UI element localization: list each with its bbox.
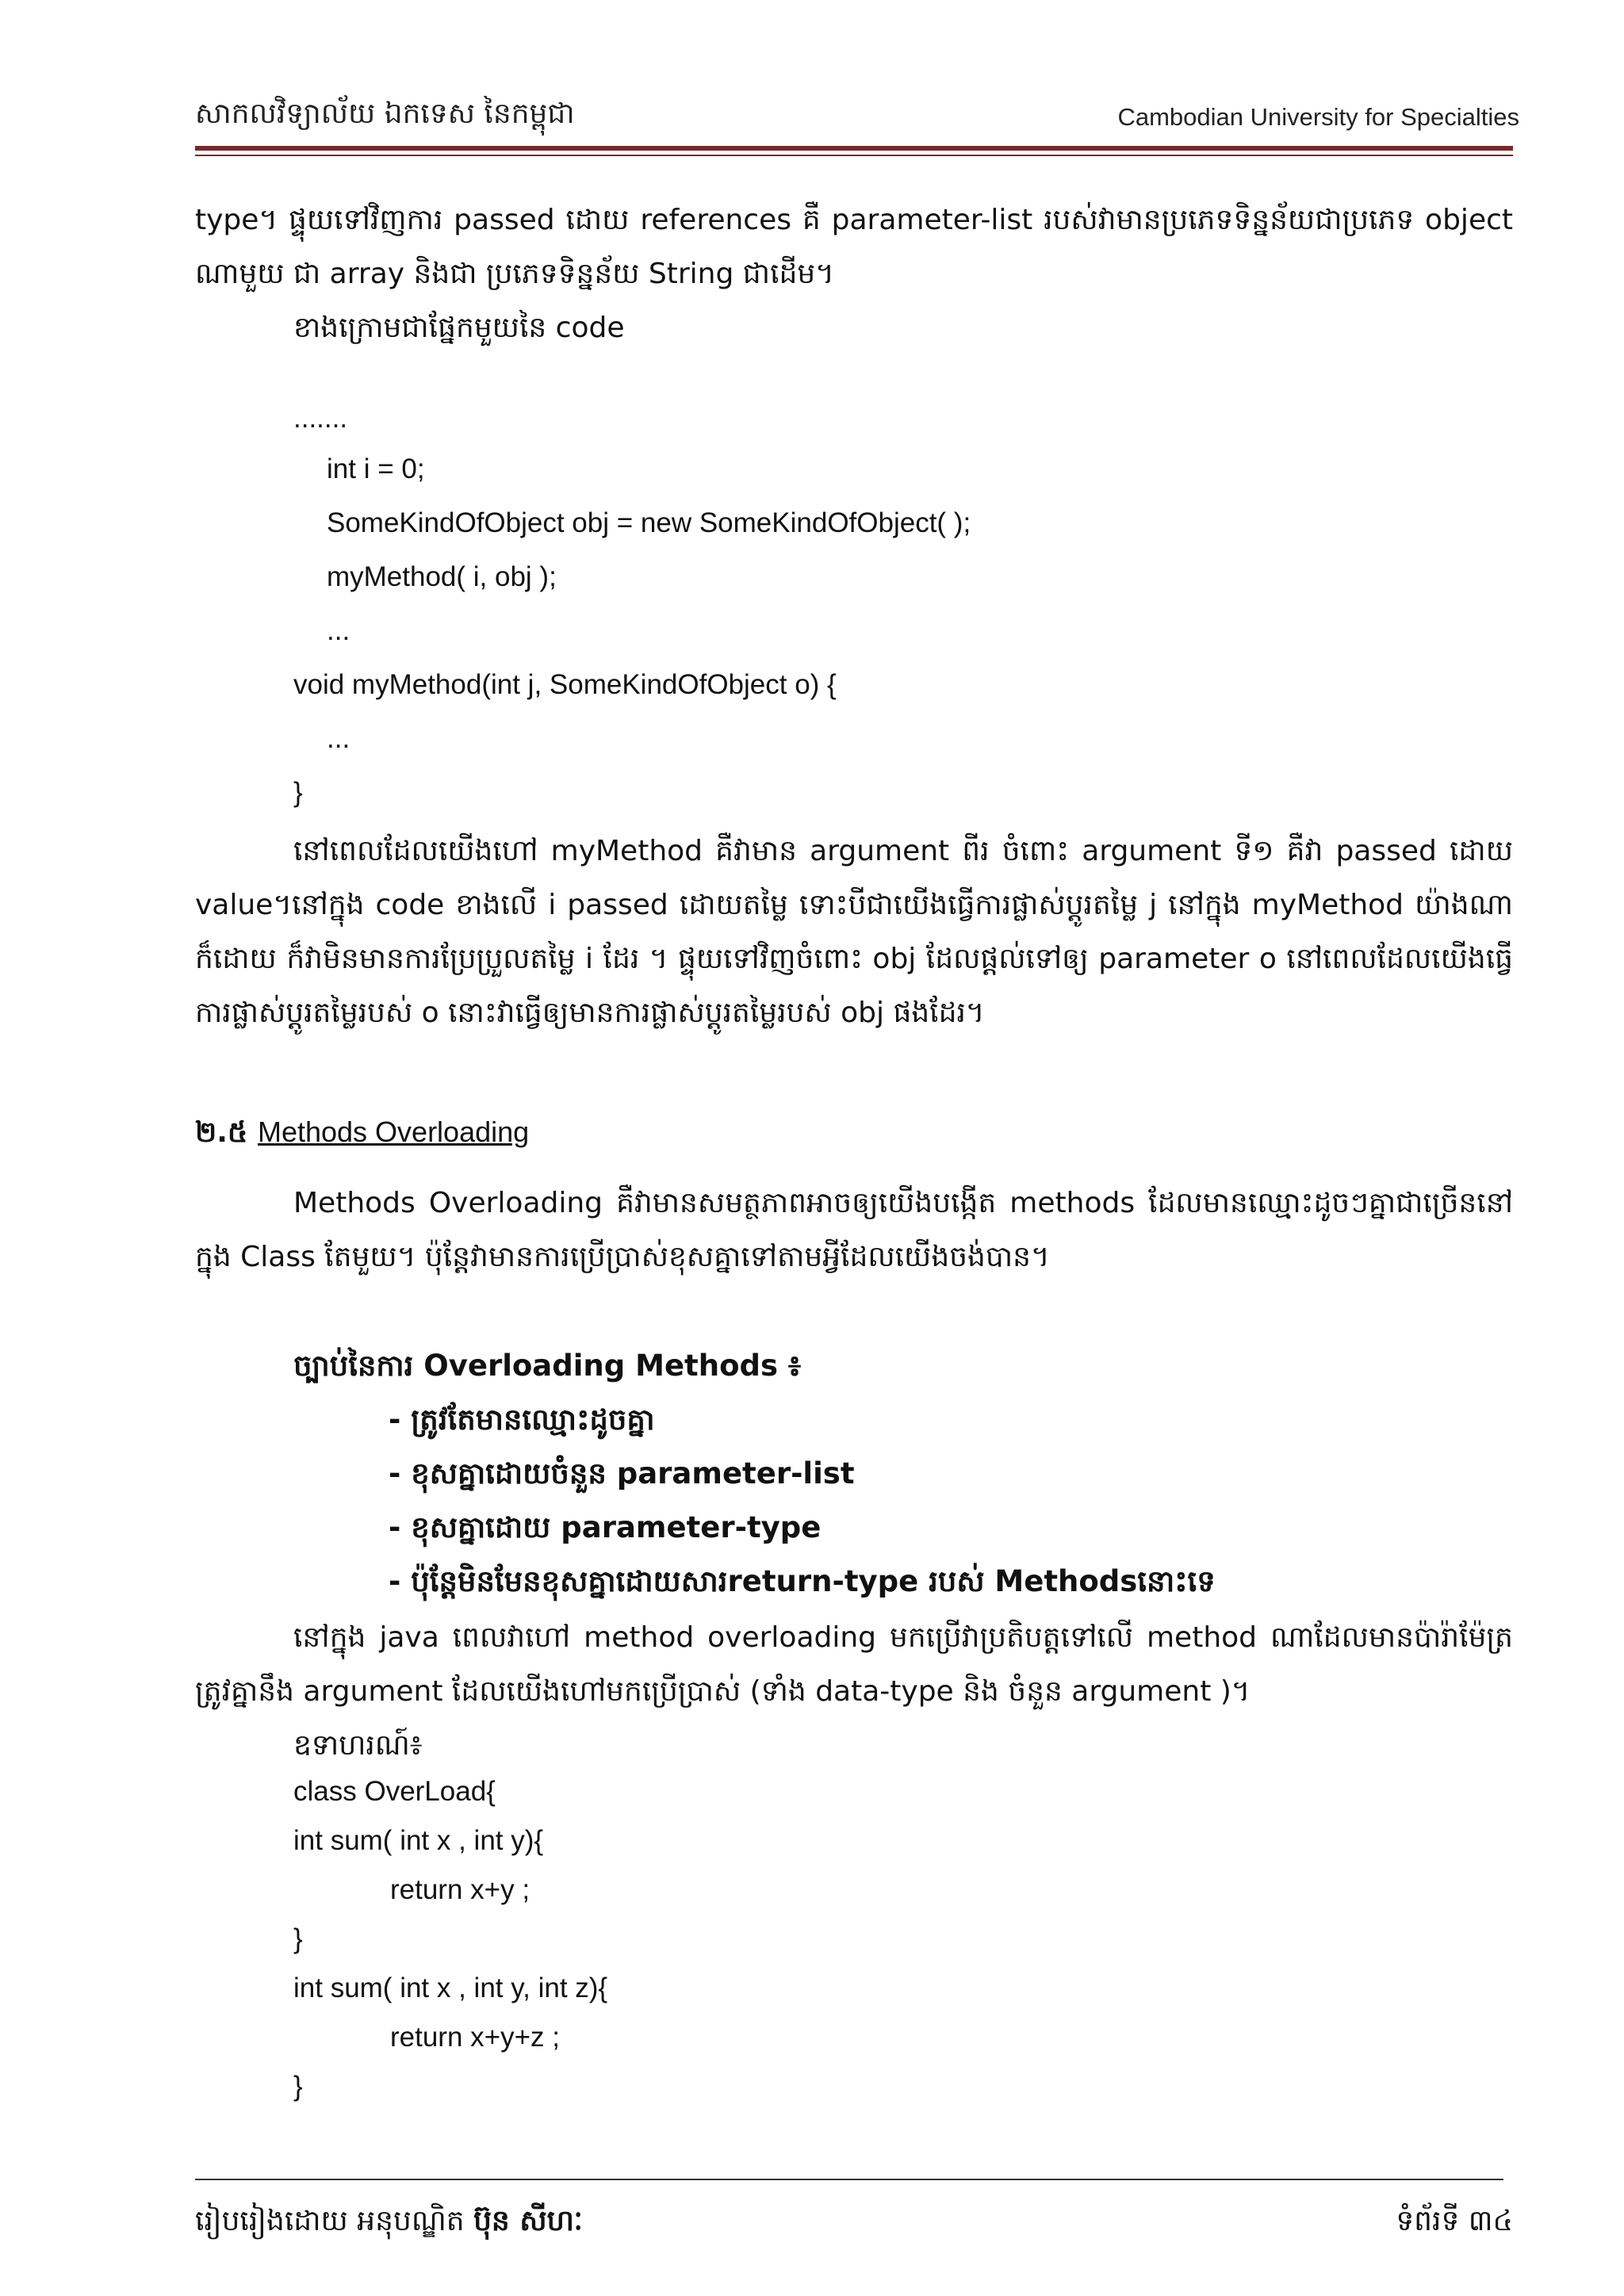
code-line: void myMethod(int j, SomeKindOfObject o) {	[293, 669, 837, 700]
explanation-block	[195, 825, 1513, 1040]
header-divider-thin	[195, 155, 1513, 156]
rule-item: - ខុសគ្នាដោយចំនួន parameter-list	[389, 1456, 855, 1490]
java-paragraph: នៅក្នុង java ពេលវាហៅ method overloading មកប្រើវាប្រតិបត្តទៅលើ method ណាដែលមានប៉ារ៉ាម៉ែត្រត្រូវគ្នានឹង argument ដែលយើងហៅមកប្រើប្រាស់ (ទាំង data-type និង ចំនួន argument )។	[195, 1621, 1513, 1708]
code-line: int sum( int x , int y){	[293, 1825, 544, 1856]
code-line: int i = 0;	[327, 453, 425, 484]
overloading-intro-block	[195, 1177, 1513, 1284]
section-number: ២.៥	[195, 1116, 248, 1149]
code-line: .......	[293, 403, 348, 434]
header-divider	[195, 146, 1513, 151]
java-block	[195, 1611, 1513, 1773]
rules-heading: ច្បាប់នៃការ Overloading Methods ៖	[293, 1349, 802, 1383]
code-line: }	[293, 2071, 303, 2102]
code-line: return x+y ;	[390, 1874, 530, 1905]
header-university-english: Cambodian University for Specialties	[1117, 103, 1519, 131]
page-number: ទំព័រទី ៣៤	[1396, 2205, 1513, 2237]
rule-item: - ខុសគ្នាដោយ parameter-type	[389, 1510, 822, 1544]
header-university-khmer: សាកលវិទ្យាល័យ ឯកទេស នៃកម្ពុជា	[195, 98, 575, 130]
code-line: int sum( int x , int y, int z){	[293, 1973, 608, 2003]
page-header	[195, 95, 1519, 143]
code-line: class OverLoad{	[293, 1776, 496, 1807]
code-line: }	[293, 777, 303, 808]
rule-item: - ប៉ុន្តែមិនមែនខុសគ្នាដោយសារreturn-type របស់ Methodsនោះទេ	[389, 1564, 1216, 1598]
code-line: ...	[327, 615, 350, 646]
overloading-intro-paragraph: Methods Overloading គឺវាមានសមត្ថភាពអាចឲ្យយើងបង្កើត methods ដែលមានឈ្មោះដូចៗគ្នាជាច្រើននៅក្នុង Class តែមួយ។ ប៉ុន្តែវាមានការប្រើប្រាស់ខុសគ្នាទៅតាមអ្វីដែលយើងចង់បាន។	[195, 1187, 1513, 1273]
footer-author	[195, 2202, 583, 2244]
code-line: myMethod( i, obj );	[327, 561, 557, 592]
rule-item: - ត្រូវតែមានឈ្មោះដូចគ្នា	[389, 1402, 655, 1437]
example-label: ឧទាហរណ៍៖	[293, 1729, 423, 1762]
footer-divider	[195, 2179, 1503, 2180]
footer-author-name: ប៊ុន សីហៈ	[473, 2205, 583, 2237]
code-line: SomeKindOfObject obj = new SomeKindOfObject( );	[327, 507, 971, 538]
intro-block	[195, 193, 1513, 355]
code-intro-paragraph: ខាងក្រោមជាផ្នែកមួយនៃ code	[293, 312, 625, 344]
intro-paragraph: type។ ផ្ទុយទៅវិញការ passed ដោយ references គឺ parameter-list របស់វាមានប្រភេទទិន្នន័យជាប្រភេទ object ណាមួយ ជា array និងជា ប្រភេទទិន្នន័យ String ជាដើម។	[195, 204, 1513, 290]
section-heading	[195, 1114, 529, 1156]
code-line: ...	[327, 723, 350, 754]
explanation-paragraph: នៅពេលដែលយើងហៅ myMethod គឺវាមាន argument ពីរ ចំពោះ argument ទី១ គឺវា passed ដោយ value។នៅក្នុង code ខាងលើ i passed ដោយតម្លៃ ទោះបីជាយើងធ្វើការផ្លាស់ប្តូរតម្លៃ j នៅក្នុង myMethod យ៉ាងណាក៏ដោយ ក៏វាមិនមានការប្រែប្រួលតម្លៃ i ដែរ ។ ផ្ទុយទៅវិញចំពោះ obj ដែលផ្តល់ទៅឲ្យ parameter o នៅពេលដែលយើងធ្វើការផ្លាស់ប្តូរតម្លៃរបស់ o នោះវាធ្វើឲ្យមានការផ្លាស់ប្តូរតម្លៃរបស់ obj ផងដែរ។	[195, 835, 1513, 1029]
section-title: Methods Overloading	[257, 1115, 530, 1148]
code-line: }	[293, 1923, 303, 1954]
footer-author-prefix: រៀបរៀងដោយ អនុបណ្ឌិត	[195, 2205, 474, 2237]
code-line: return x+y+z ;	[390, 2022, 560, 2053]
